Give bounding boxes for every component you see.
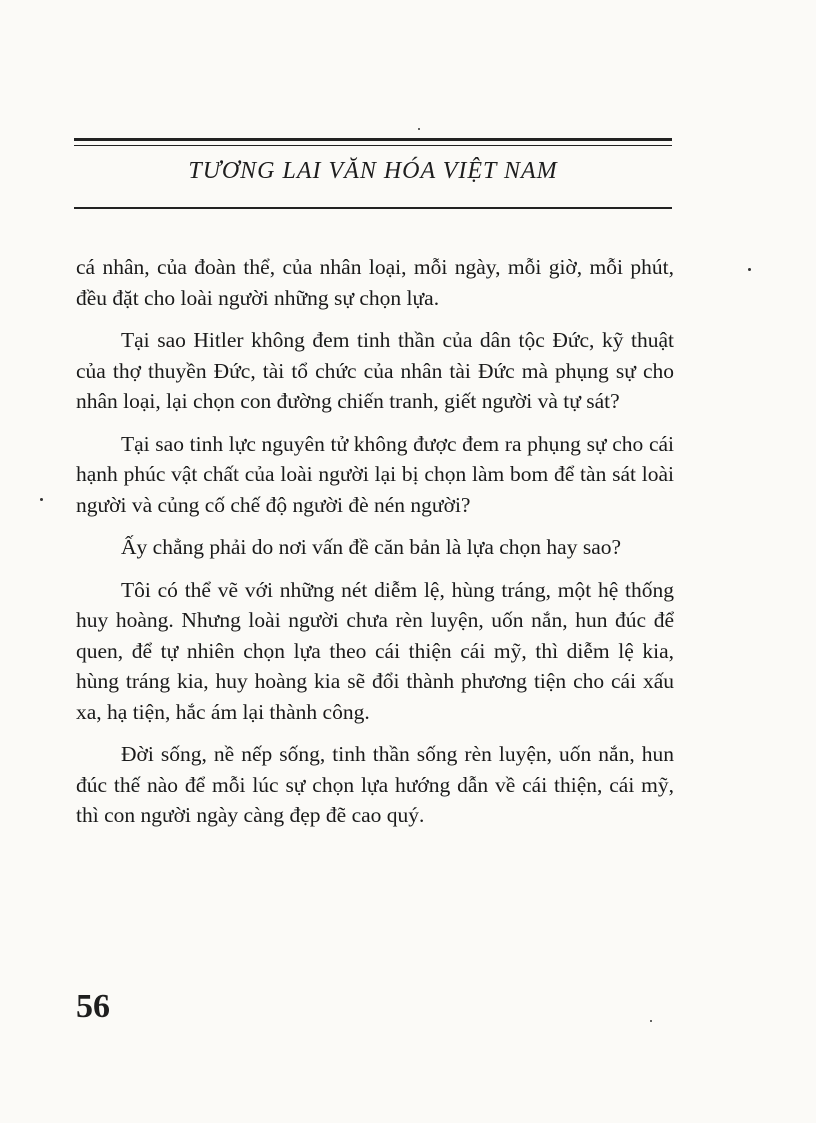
body-text: [76, 252, 674, 843]
paragraph-system: Tôi có thể vẽ với những nét diễm lệ, hùng tráng, một hệ thống huy hoàng. Nhưng loài người chưa rèn luyện, uốn nắn, hun đúc để quen, để tự nhiên chọn lựa theo cái thiện cái mỹ, thì diễm lệ kia, hùng tráng kia, huy hoàng kia sẽ đổi thành phương tiện cho cái xấu xa, hạ tiện, hắc ám lại thành công.: [76, 577, 674, 724]
page-number: 56: [76, 988, 110, 1025]
scan-speck: [748, 268, 751, 271]
paragraph-hitler: Tại sao Hitler không đem tinh thần của dân tộc Đức, kỹ thuật của thợ thuyền Đức, tài tổ chức của nhân tài Đức mà phụng sự cho nhân loại, lại chọn con đường chiến tranh, giết người và tự sát?: [76, 328, 674, 413]
running-header: TƯƠNG LAI VĂN HÓA VIỆT NAM: [188, 158, 558, 184]
header-rule-top: [74, 138, 672, 141]
paragraph-life: Đời sống, nề nếp sống, tinh thần sống rèn luyện, uốn nắn, hun đúc thế nào để mỗi lúc sự chọn lựa hướng dẫn về cái thiện, cái mỹ, thì con người ngày càng đẹp đẽ cao quý.: [76, 742, 674, 827]
scan-speck: [650, 1020, 652, 1022]
scan-speck: [418, 128, 420, 130]
paragraph-question: Ấy chẳng phải do nơi vấn đề căn bản là lựa chọn hay sao?: [121, 535, 622, 559]
paragraph-atomic-energy: Tại sao tinh lực nguyên tử không được đem ra phụng sự cho cái hạnh phúc vật chất của loài người lại bị chọn làm bom để tàn sát loài người và củng cố chế độ người đè nén người?: [76, 431, 674, 517]
header-rule-top-thin: [74, 145, 672, 146]
scan-speck: [40, 498, 43, 501]
header-rule-bottom: [74, 207, 672, 209]
paragraph-continued: cá nhân, của đoàn thể, của nhân loại, mỗi ngày, mỗi giờ, mỗi phút, đều đặt cho loài người những sự chọn lựa.: [76, 255, 674, 310]
